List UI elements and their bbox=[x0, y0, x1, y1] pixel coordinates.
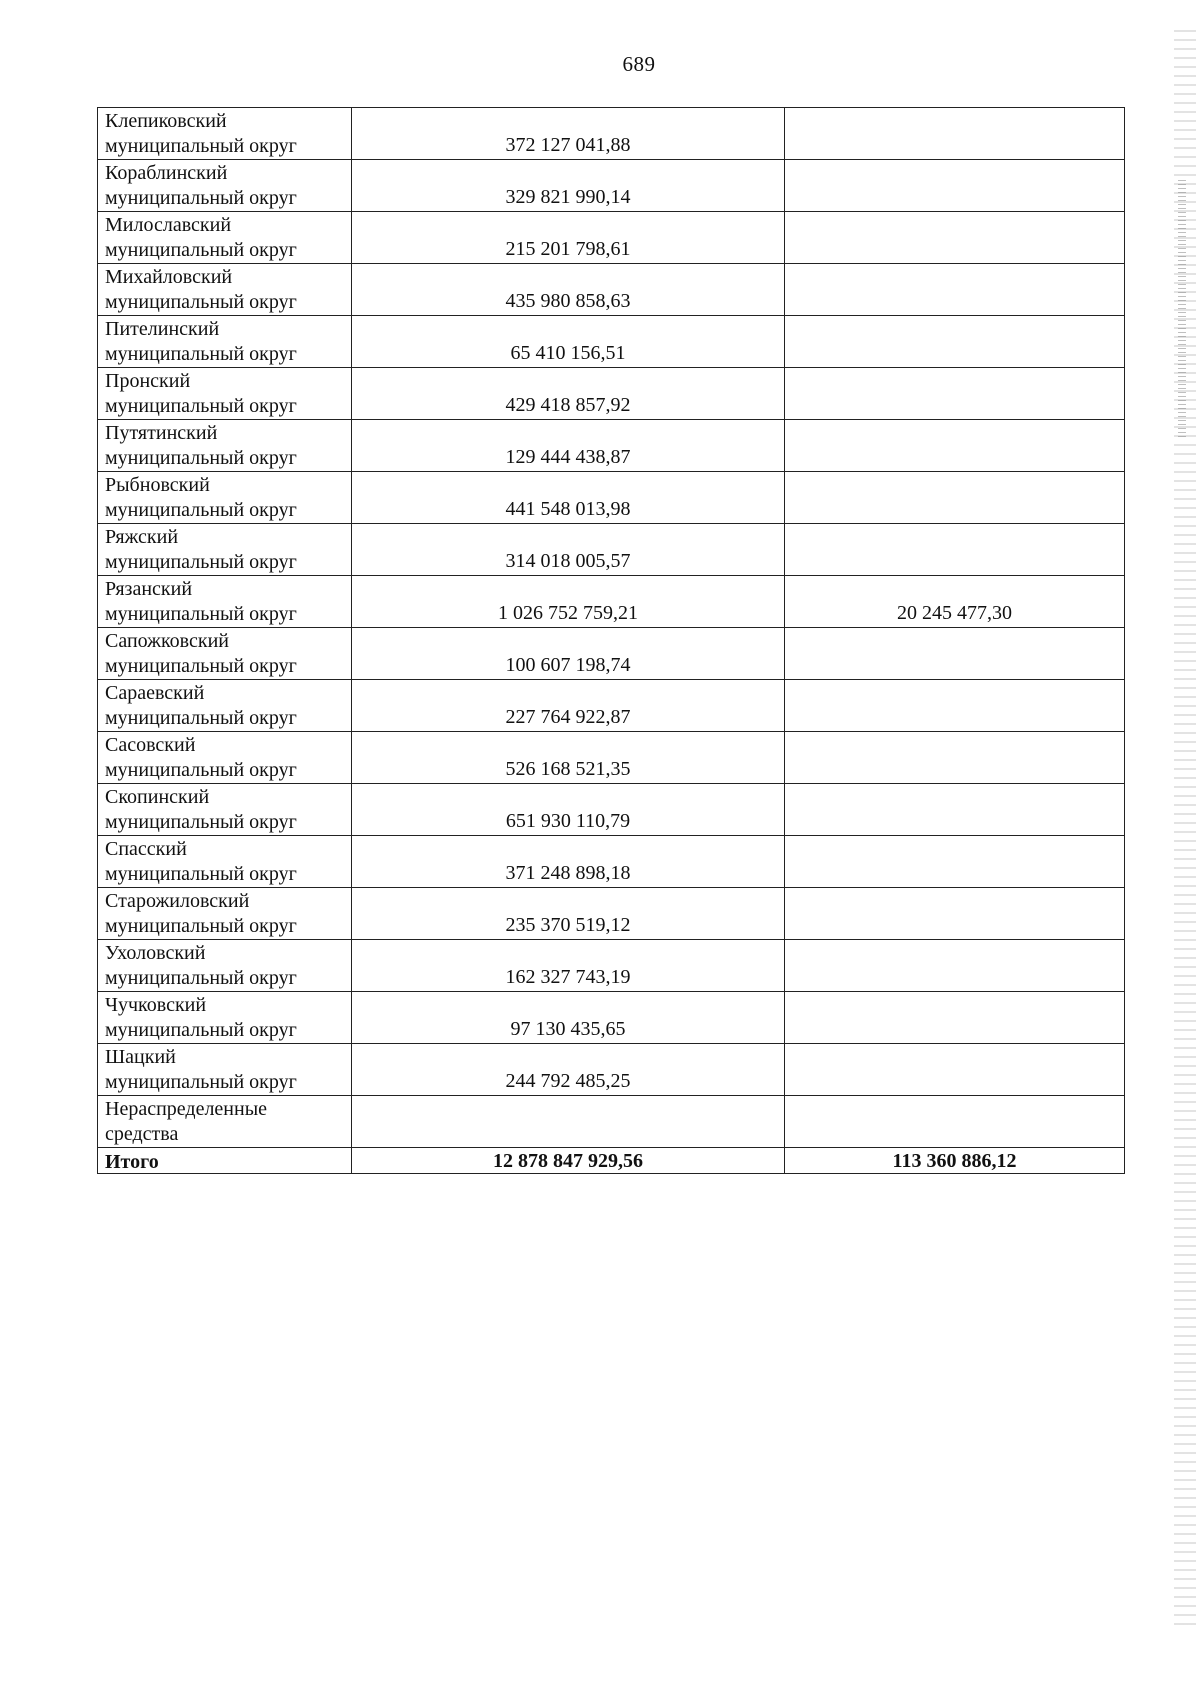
district-name-cell bbox=[98, 680, 352, 732]
amount1-cell: 65 410 156,51 bbox=[352, 316, 785, 368]
district-name-line2: муниципальный округ bbox=[105, 135, 297, 157]
district-name-line1: Сасовский bbox=[105, 734, 196, 756]
amount2-cell bbox=[785, 420, 1125, 472]
district-name-line2: муниципальный округ bbox=[105, 759, 297, 781]
table-row bbox=[98, 680, 1125, 732]
district-name-line1: Чучковский bbox=[105, 994, 207, 1016]
district-name-line2: муниципальный округ bbox=[105, 1071, 297, 1093]
district-name-line1: Милославский bbox=[105, 214, 232, 236]
amount2-cell bbox=[785, 368, 1125, 420]
district-name-line2: муниципальный округ bbox=[105, 707, 297, 729]
amount1-cell: 215 201 798,61 bbox=[352, 212, 785, 264]
district-name-line2: муниципальный округ bbox=[105, 551, 297, 573]
amount2-cell bbox=[785, 264, 1125, 316]
district-name-cell bbox=[98, 420, 352, 472]
district-name-cell bbox=[98, 940, 352, 992]
district-name-line2: средства bbox=[105, 1123, 179, 1145]
amount2-cell: 20 245 477,30 bbox=[785, 576, 1125, 628]
amount2-cell bbox=[785, 1044, 1125, 1096]
district-name-cell bbox=[98, 316, 352, 368]
amount1-cell: 526 168 521,35 bbox=[352, 732, 785, 784]
table-row bbox=[98, 576, 1125, 628]
district-name-cell bbox=[98, 1044, 352, 1096]
amount1-cell: 314 018 005,57 bbox=[352, 524, 785, 576]
scan-edge-marks bbox=[1174, 30, 1196, 1630]
table-row bbox=[98, 628, 1125, 680]
district-name-line1: Рыбновский bbox=[105, 474, 210, 496]
table-row bbox=[98, 160, 1125, 212]
district-name-line1: Ряжский bbox=[105, 526, 179, 548]
district-name-line1: Сараевский bbox=[105, 682, 205, 704]
district-name-line2: муниципальный округ bbox=[105, 603, 297, 625]
district-name-line2: муниципальный округ bbox=[105, 863, 297, 885]
table-row bbox=[98, 108, 1125, 160]
table-row bbox=[98, 264, 1125, 316]
budget-table bbox=[97, 107, 1125, 1174]
total-label: Итого bbox=[98, 1148, 352, 1174]
district-name-line1: Сапожковский bbox=[105, 630, 230, 652]
amount2-cell bbox=[785, 524, 1125, 576]
table-body bbox=[98, 108, 1125, 1174]
district-name-cell bbox=[98, 888, 352, 940]
amount1-cell: 429 418 857,92 bbox=[352, 368, 785, 420]
district-name-cell bbox=[98, 628, 352, 680]
district-name-line1: Пронский bbox=[105, 370, 191, 392]
total-amount2: 113 360 886,12 bbox=[785, 1148, 1125, 1174]
amount2-cell bbox=[785, 316, 1125, 368]
amount1-cell: 129 444 438,87 bbox=[352, 420, 785, 472]
district-name-line1: Ухоловский bbox=[105, 942, 206, 964]
district-name-line1: Рязанский bbox=[105, 578, 193, 600]
district-name-cell bbox=[98, 160, 352, 212]
district-name-line2: муниципальный округ bbox=[105, 343, 297, 365]
district-name-cell bbox=[98, 524, 352, 576]
district-name-line2: муниципальный округ bbox=[105, 239, 297, 261]
table-row bbox=[98, 940, 1125, 992]
district-name-cell bbox=[98, 264, 352, 316]
total-row bbox=[98, 1148, 1125, 1174]
amount1-cell: 100 607 198,74 bbox=[352, 628, 785, 680]
amount2-cell bbox=[785, 212, 1125, 264]
district-name-line1: Спасский bbox=[105, 838, 187, 860]
district-name-line1: Нераспределенные bbox=[105, 1098, 268, 1120]
amount1-cell: 244 792 485,25 bbox=[352, 1044, 785, 1096]
district-name-line2: муниципальный округ bbox=[105, 499, 297, 521]
amount2-cell bbox=[785, 784, 1125, 836]
district-name-line2: муниципальный округ bbox=[105, 967, 297, 989]
district-name-cell bbox=[98, 992, 352, 1044]
amount1-cell: 371 248 898,18 bbox=[352, 836, 785, 888]
district-name-cell bbox=[98, 108, 352, 160]
district-name-line2: муниципальный округ bbox=[105, 1019, 297, 1041]
district-name-line1: Шацкий bbox=[105, 1046, 176, 1068]
amount1-cell: 441 548 013,98 bbox=[352, 472, 785, 524]
amount2-cell bbox=[785, 628, 1125, 680]
district-name-cell bbox=[98, 368, 352, 420]
table-row bbox=[98, 1096, 1125, 1148]
district-name-line1: Скопинский bbox=[105, 786, 210, 808]
amount1-cell: 162 327 743,19 bbox=[352, 940, 785, 992]
district-name-line1: Пителинский bbox=[105, 318, 220, 340]
amount2-cell bbox=[785, 992, 1125, 1044]
amount1-cell: 227 764 922,87 bbox=[352, 680, 785, 732]
district-name-line1: Кораблинский bbox=[105, 162, 228, 184]
amount1-cell: 1 026 752 759,21 bbox=[352, 576, 785, 628]
amount1-cell: 372 127 041,88 bbox=[352, 108, 785, 160]
amount2-cell bbox=[785, 108, 1125, 160]
table-row bbox=[98, 472, 1125, 524]
district-name-cell bbox=[98, 472, 352, 524]
amount1-cell bbox=[352, 1096, 785, 1148]
table-row bbox=[98, 888, 1125, 940]
district-name-line2: муниципальный округ bbox=[105, 291, 297, 313]
amount2-cell bbox=[785, 836, 1125, 888]
table-row bbox=[98, 836, 1125, 888]
district-name-line2: муниципальный округ bbox=[105, 187, 297, 209]
amount1-cell: 97 130 435,65 bbox=[352, 992, 785, 1044]
district-name-cell bbox=[98, 1096, 352, 1148]
amount2-cell bbox=[785, 1096, 1125, 1148]
amount1-cell: 435 980 858,63 bbox=[352, 264, 785, 316]
amount2-cell bbox=[785, 160, 1125, 212]
district-name-cell bbox=[98, 836, 352, 888]
table-row bbox=[98, 784, 1125, 836]
district-name-line1: Путятинский bbox=[105, 422, 218, 444]
district-name-cell bbox=[98, 212, 352, 264]
table-row bbox=[98, 420, 1125, 472]
district-name-cell bbox=[98, 732, 352, 784]
district-name-line1: Старожиловский bbox=[105, 890, 250, 912]
district-name-line1: Михайловский bbox=[105, 266, 233, 288]
amount1-cell: 329 821 990,14 bbox=[352, 160, 785, 212]
page-number: 689 bbox=[622, 52, 656, 76]
amount2-cell bbox=[785, 888, 1125, 940]
amount2-cell bbox=[785, 680, 1125, 732]
district-name-line2: муниципальный округ bbox=[105, 655, 297, 677]
table-row bbox=[98, 316, 1125, 368]
table-row bbox=[98, 212, 1125, 264]
table-row bbox=[98, 992, 1125, 1044]
table-row bbox=[98, 368, 1125, 420]
table-row bbox=[98, 524, 1125, 576]
total-amount1: 12 878 847 929,56 bbox=[352, 1148, 785, 1174]
district-name-line1: Клепиковский bbox=[105, 110, 227, 132]
amount1-cell: 651 930 110,79 bbox=[352, 784, 785, 836]
district-name-line2: муниципальный округ bbox=[105, 915, 297, 937]
amount2-cell bbox=[785, 472, 1125, 524]
amount2-cell bbox=[785, 732, 1125, 784]
table-row bbox=[98, 732, 1125, 784]
amount2-cell bbox=[785, 940, 1125, 992]
district-name-line2: муниципальный округ bbox=[105, 395, 297, 417]
district-name-line2: муниципальный округ bbox=[105, 447, 297, 469]
district-name-line2: муниципальный округ bbox=[105, 811, 297, 833]
district-name-cell bbox=[98, 784, 352, 836]
amount1-cell: 235 370 519,12 bbox=[352, 888, 785, 940]
table-row bbox=[98, 1044, 1125, 1096]
district-name-cell bbox=[98, 576, 352, 628]
